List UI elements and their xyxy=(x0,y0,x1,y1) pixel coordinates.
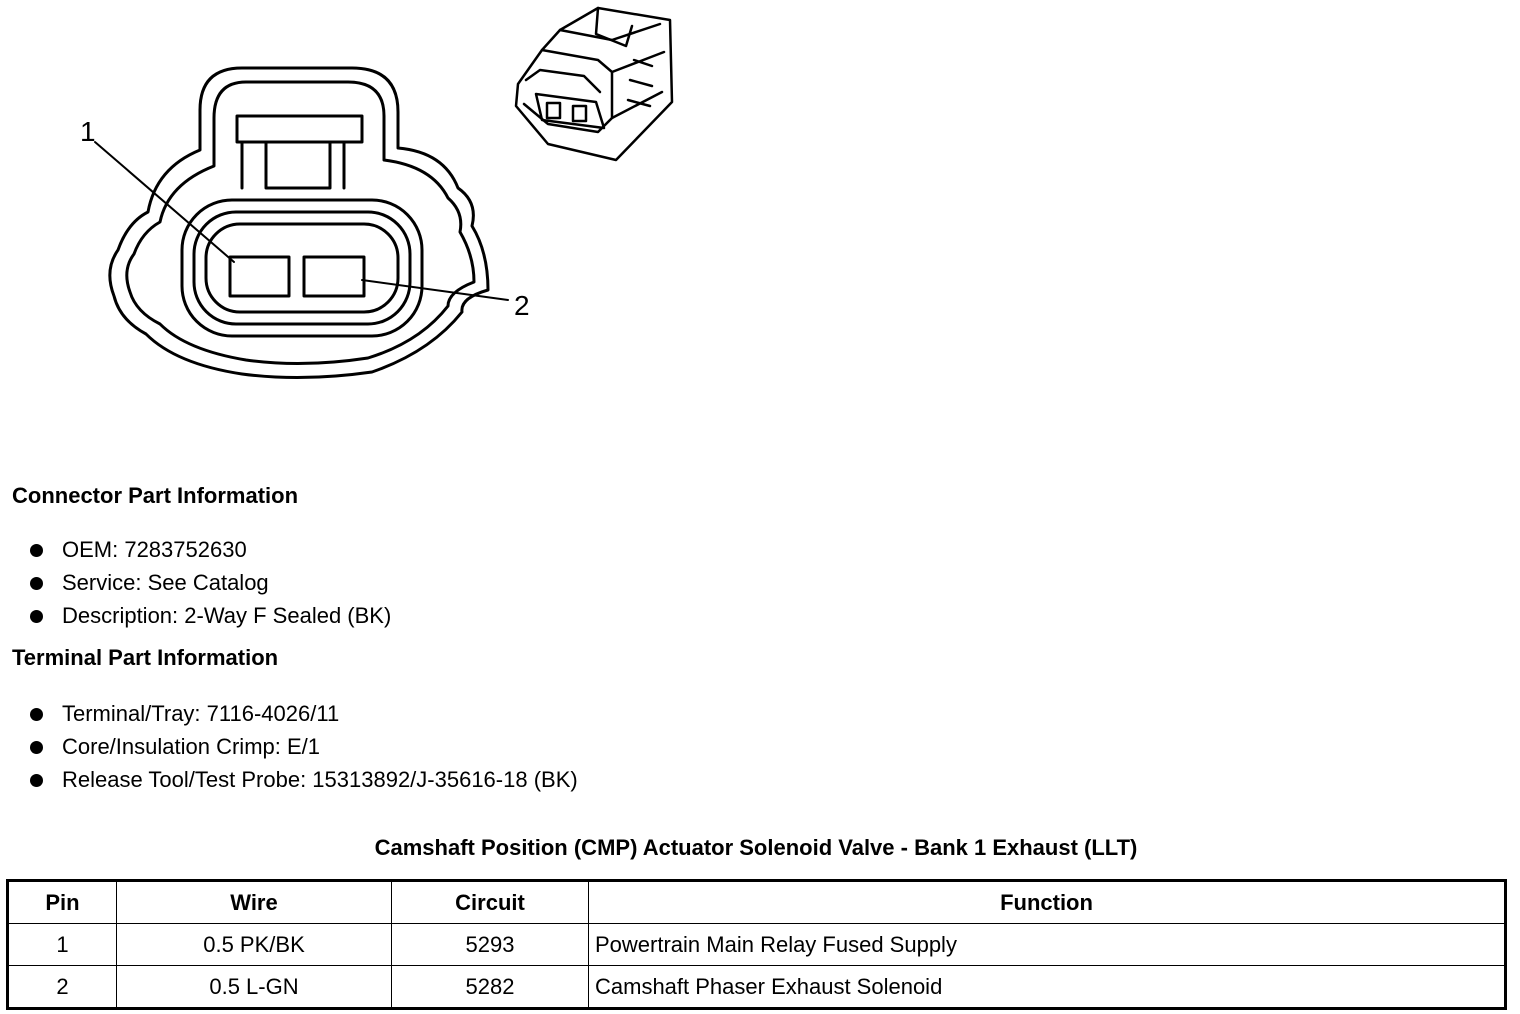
cell-circuit: 5282 xyxy=(392,966,589,1009)
list-item xyxy=(28,732,578,765)
table-row xyxy=(8,924,1506,966)
list-item xyxy=(28,535,391,568)
list-item xyxy=(28,601,391,634)
seal-ring-outer xyxy=(182,200,422,336)
connector-diagram xyxy=(0,0,700,400)
list-item xyxy=(28,765,578,798)
column-header-circuit: Circuit xyxy=(392,881,589,924)
pin-cavity-2 xyxy=(304,257,364,296)
column-header-wire: Wire xyxy=(117,881,392,924)
cell-wire: 0.5 L-GN xyxy=(117,966,392,1009)
core-insulation-crimp-text: Core/Insulation Crimp: E/1 xyxy=(62,734,320,759)
cell-function: Powertrain Main Relay Fused Supply xyxy=(589,924,1506,966)
connector-isometric-view xyxy=(516,8,672,160)
cell-wire: 0.5 PK/BK xyxy=(117,924,392,966)
connector-description-text: Description: 2-Way F Sealed (BK) xyxy=(62,603,392,628)
cell-circuit: 5293 xyxy=(392,924,589,966)
bullet-icon xyxy=(30,544,43,557)
bullet-icon xyxy=(30,774,43,787)
pin-label-1: 1 xyxy=(80,116,96,147)
column-header-function: Function xyxy=(589,881,1506,924)
bullet-icon xyxy=(30,610,43,623)
terminal-tray-text: Terminal/Tray: 7116-4026/11 xyxy=(62,701,340,726)
seal-ring-middle xyxy=(194,212,410,324)
connector-service-text: Service: See Catalog xyxy=(62,570,269,595)
terminal-part-info-list xyxy=(28,699,578,798)
cell-pin: 2 xyxy=(8,966,117,1009)
cell-pin: 1 xyxy=(8,924,117,966)
connector-part-info-list xyxy=(28,535,391,634)
pin-label-2: 2 xyxy=(514,290,530,321)
list-item xyxy=(28,699,578,732)
locking-tab-legs xyxy=(242,142,344,188)
cell-function: Camshaft Phaser Exhaust Solenoid xyxy=(589,966,1506,1009)
table-row xyxy=(8,966,1506,1009)
pin-cavity-1 xyxy=(230,257,289,296)
bullet-icon xyxy=(30,577,43,590)
seal-ring-inner xyxy=(206,224,398,312)
column-header-pin: Pin xyxy=(8,881,117,924)
table-header-row xyxy=(8,881,1506,924)
locking-tab xyxy=(237,116,362,142)
bullet-icon xyxy=(30,708,43,721)
list-item xyxy=(28,568,391,601)
terminal-part-info-heading: Terminal Part Information xyxy=(12,645,279,670)
bullet-icon xyxy=(30,741,43,754)
pinout-table-title: Camshaft Position (CMP) Actuator Solenoid Valve - Bank 1 Exhaust (LLT) xyxy=(374,835,1138,860)
pinout-table xyxy=(6,879,1507,1010)
release-tool-text: Release Tool/Test Probe: 15313892/J-35616-18 (BK) xyxy=(62,767,578,792)
connector-part-info-heading: Connector Part Information xyxy=(12,483,299,508)
connector-oem-text: OEM: 7283752630 xyxy=(62,537,247,562)
